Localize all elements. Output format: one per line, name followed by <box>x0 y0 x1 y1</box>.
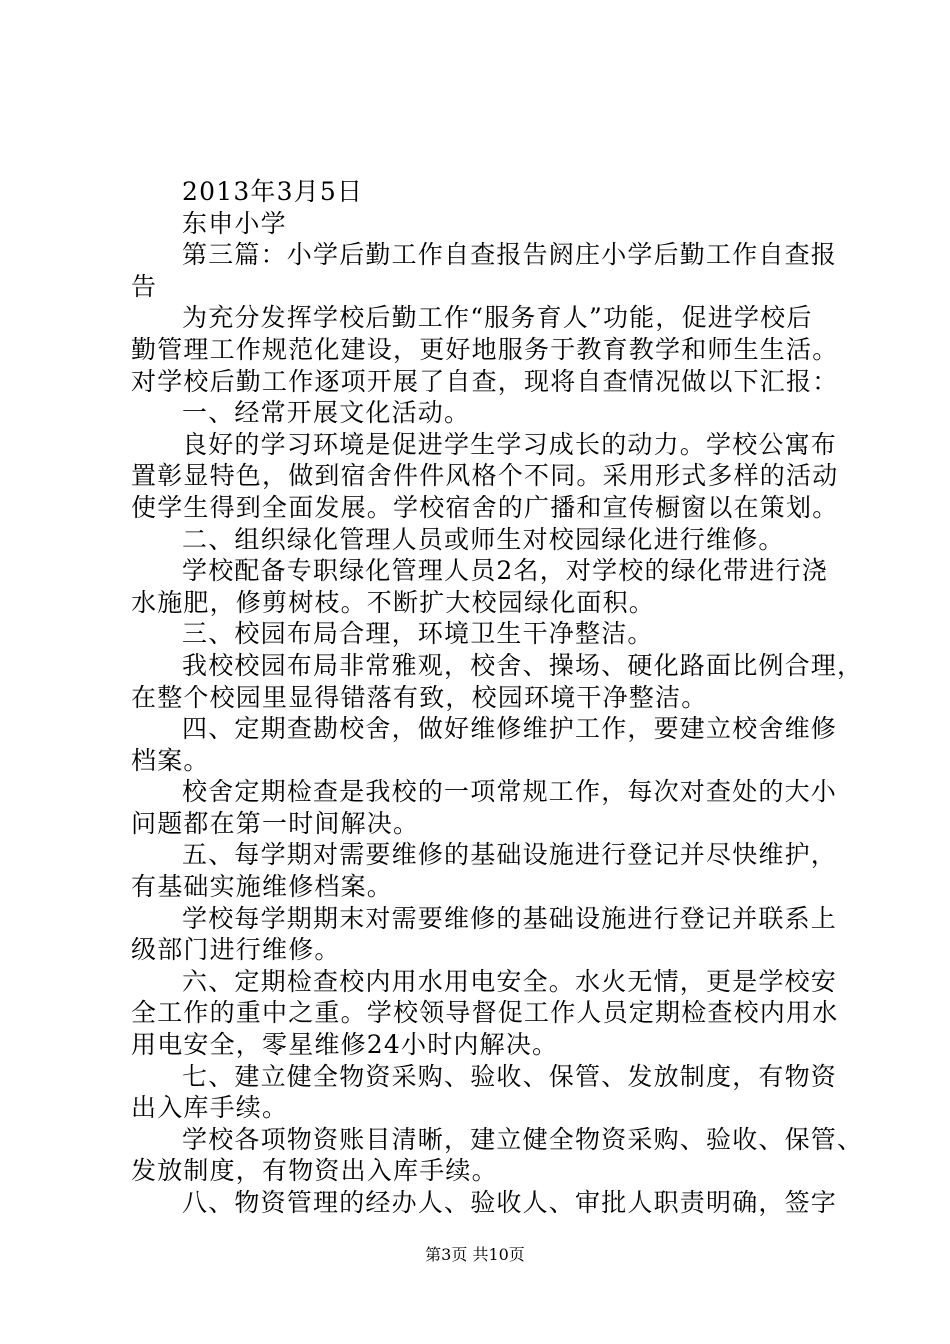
text-line: 四、定期查勘校舍，做好维修维护工作，要建立校舍维修 <box>182 714 838 744</box>
text-line: 良好的学习环境是促进学生学习成长的动力。学校公寓布 <box>182 429 838 459</box>
text-line: 八、物资管理的经办人、验收人、审批人职责明确，签字 <box>182 1188 838 1217</box>
text-line: 有基础实施维修档案。 <box>131 872 394 902</box>
text-line: 六、定期检查校内用水用电安全。水火无情，更是学校安 <box>182 966 838 996</box>
text-line: 我校校园布局非常雅观，校舍、操场、硬化路面比例合理， <box>182 650 864 680</box>
text-line: 级部门进行维修。 <box>131 935 341 965</box>
text-line: 校舍定期检查是我校的一项常规工作，每次对查处的大小 <box>182 777 838 807</box>
text-line: 为充分发挥学校后勤工作“服务育人”功能，促进学校后 <box>182 303 813 333</box>
text-line: 第三篇：小学后勤工作自查报告阏庄小学后勤工作自查报 <box>182 240 838 270</box>
text-line: 东申小学 <box>182 208 287 238</box>
text-line: 对学校后勤工作逐项开展了自查，现将自查情况做以下汇报： <box>131 366 839 396</box>
text-line: 档案。 <box>131 745 210 775</box>
text-line: 三、校园布局合理，环境卫生干净整洁。 <box>182 619 654 649</box>
text-line: 置彰显特色，做到宿舍件件风格个不同。采用形式多样的活动 <box>131 461 839 491</box>
text-line: 一、经常开展文化活动。 <box>182 398 471 428</box>
text-line: 水施肥，修剪树枝。不断扩大校园绿化面积。 <box>131 587 656 617</box>
text-line: 问题都在第一时间解决。 <box>131 808 420 838</box>
text-line: 全工作的重中之重。学校领导督促工作人员定期检查校内用水 <box>131 998 839 1028</box>
text-line: 使学生得到全面发展。学校宿舍的广播和宣传橱窗以在策划。 <box>131 492 839 522</box>
text-line: 学校各项物资账目清晰，建立健全物资采购、验收、保管、 <box>182 1124 864 1154</box>
text-line: 七、建立健全物资采购、验收、保管、发放制度，有物资 <box>182 1061 838 1091</box>
text-line: 学校每学期期末对需要维修的基础设施进行登记并联系上 <box>182 903 838 933</box>
text-line: 告 <box>131 271 158 301</box>
text-line: 学校配备专职绿化管理人员2名，对学校的绿化带进行浇 <box>182 556 828 586</box>
text-line: 五、每学期对需要维修的基础设施进行登记并尽快维护， <box>182 840 838 870</box>
text-line: 出入库手续。 <box>131 1093 289 1123</box>
text-line: 二、组织绿化管理人员或师生对校园绿化进行维修。 <box>182 524 785 554</box>
text-line: 在整个校园里显得错落有致，校园环境干净整洁。 <box>131 682 708 712</box>
page-footer: 第3页 共10页 <box>425 1245 525 1264</box>
text-line: 发放制度，有物资出入库手续。 <box>131 1156 498 1186</box>
text-line: 用电安全，零星维修24小时内解决。 <box>131 1030 559 1060</box>
document-body <box>131 176 864 1219</box>
text-line: 2013年3月5日 <box>182 177 364 206</box>
text-line: 勤管理工作规范化建设，更好地服务于教育教学和师生生活。 <box>131 334 839 364</box>
